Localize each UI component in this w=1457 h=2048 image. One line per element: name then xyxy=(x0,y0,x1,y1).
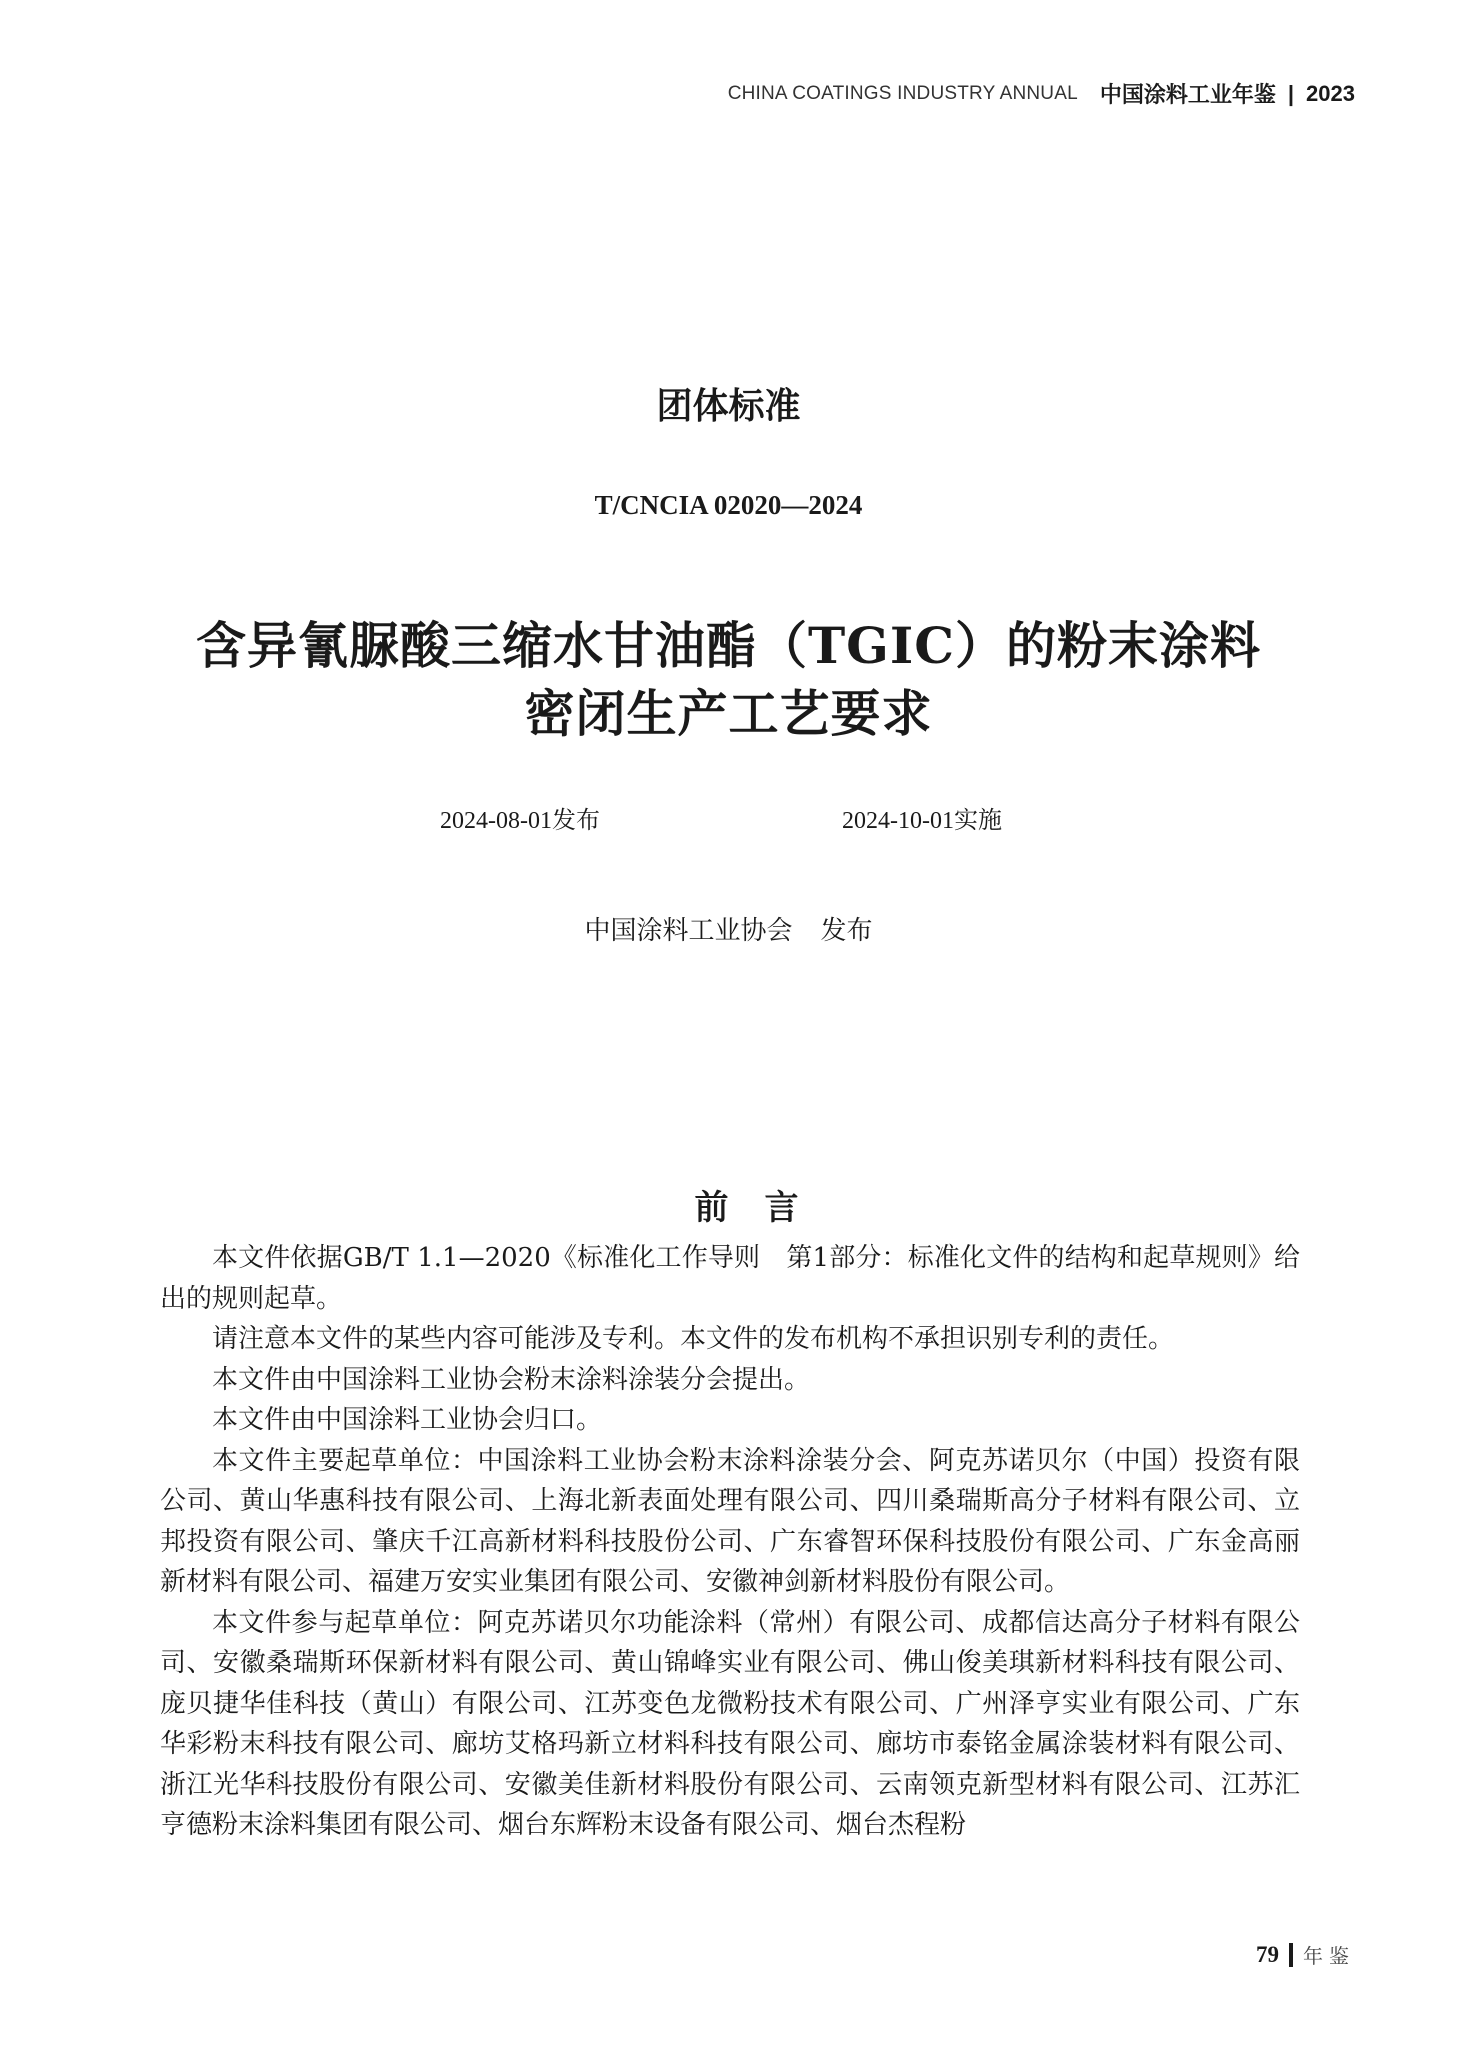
document-title xyxy=(0,612,1457,748)
header-separator: | xyxy=(1287,80,1295,106)
effective-date: 2024-10-01实施 xyxy=(842,808,1002,834)
foreword-paragraph: 请注意本文件的某些内容可能涉及专利。本文件的发布机构不承担识别专利的责任。 xyxy=(212,1324,1175,1354)
document-title-line-2: 密闭生产工艺要求 xyxy=(524,684,933,743)
foreword-title: 前言 xyxy=(694,1188,835,1228)
header-chinese-title: 中国涂料工业年鉴 xyxy=(1099,82,1276,107)
foreword-paragraph: 本文件主要起草单位：中国涂料工业协会粉末涂料涂装分会、阿克苏诺贝尔（中国）投资有限公司、黄山华惠科技有限公司、上海北新表面处理有限公司、四川桑瑞斯高分子材料有限公司、立邦投资有限公司、肇庆千江高新材料科技股份公司、广东睿智环保科技股份有限公司、广东金高丽新材料有限公司、福建万安实业集团有限公司、安徽神剑新材料股份有限公司。 xyxy=(160,1445,1300,1597)
running-header xyxy=(728,78,1355,109)
publish-date: 2024-08-01发布 xyxy=(440,808,600,834)
header-year: 2023 xyxy=(1306,80,1355,106)
standard-code: T/CNCIA 02020—2024 xyxy=(594,490,863,520)
foreword-paragraph: 本文件由中国涂料工业协会粉末涂料涂装分会提出。 xyxy=(212,1364,811,1395)
page-number: 79 xyxy=(1256,1941,1279,1967)
foreword-paragraph: 本文件依据GB/T 1.1—2020《标准化工作导则 第1部分：标准化文件的结构和起草规则》给出的规则起草。 xyxy=(160,1243,1300,1314)
page-footer xyxy=(1256,1940,1355,1969)
document-title-line-1: 含异氰脲酸三缩水甘油酯（TGIC）的粉末涂料 xyxy=(195,616,1262,675)
publisher-name: 中国涂料工业协会 xyxy=(584,915,793,945)
group-standard-label: 团体标准 xyxy=(656,385,801,427)
header-english-title: CHINA COATINGS INDUSTRY ANNUAL xyxy=(727,82,1078,104)
foreword-body xyxy=(160,1238,1300,1846)
footer-divider xyxy=(1289,1943,1293,1967)
publisher-line xyxy=(0,910,1457,947)
foreword-paragraph: 本文件参与起草单位：阿克苏诺贝尔功能涂料（常州）有限公司、成都信达高分子材料有限公司、安徽桑瑞斯环保新材料有限公司、黄山锦峰实业有限公司、佛山俊美琪新材料科技有限公司、庞贝捷华佳科技（黄山）有限公司、江苏变色龙微粉技术有限公司、广州泽亨实业有限公司、广东华彩粉末科技有限公司、廊坊艾格玛新立材料科技有限公司、廊坊市泰铭金属涂装材料有限公司、浙江光华科技股份有限公司、安徽美佳新材料股份有限公司、云南领克新型材料有限公司、江苏汇亨德粉末涂料集团有限公司、烟台东辉粉末设备有限公司、烟台杰程粉 xyxy=(160,1607,1300,1840)
footer-label: 年鉴 xyxy=(1303,1946,1355,1968)
publisher-action: 发布 xyxy=(820,915,873,945)
foreword-paragraph: 本文件由中国涂料工业协会归口。 xyxy=(212,1405,603,1435)
